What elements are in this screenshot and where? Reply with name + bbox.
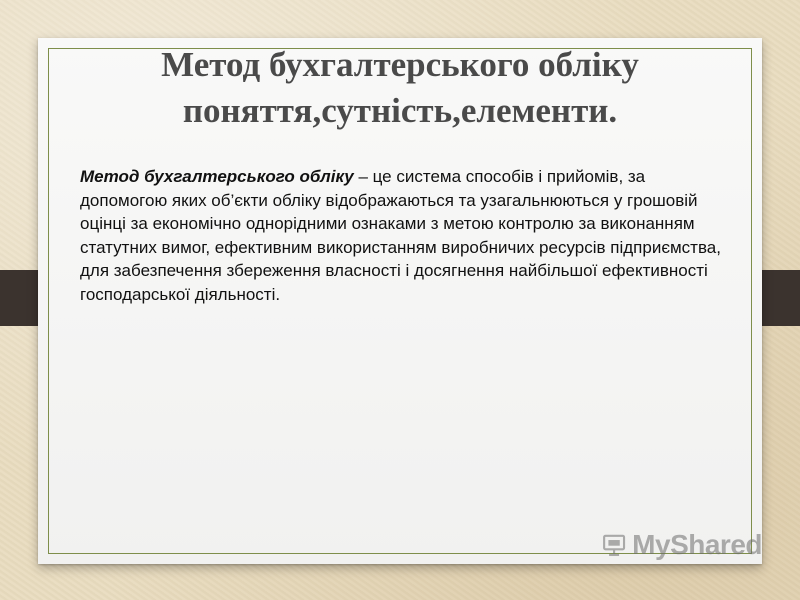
slide-title-line-2: поняття,сутність,елементи. <box>182 91 618 130</box>
watermark-text: MyShared <box>632 529 762 560</box>
watermark <box>602 528 762 562</box>
definition-text: – це система способів і прийомів, за допомогою яких об’єкти обліку відображаються та узагальнюються у грошовій оцінці за економічно однорідними ознаками з метою контролю за виконанням статутних вимог, ефективним використанням виробничих ресурсів підприємства, для забезпечення збереження власності і досягнення найбільшої ефективності господарської діяльності. <box>80 167 721 304</box>
definition-paragraph <box>80 165 730 306</box>
definition-term: Метод бухгалтерського обліку <box>80 167 354 186</box>
slide-title <box>58 42 742 134</box>
presentation-board-icon <box>602 529 626 561</box>
slide-card <box>38 38 762 564</box>
slide-title-line-1: Метод бухгалтерського обліку <box>161 45 639 84</box>
